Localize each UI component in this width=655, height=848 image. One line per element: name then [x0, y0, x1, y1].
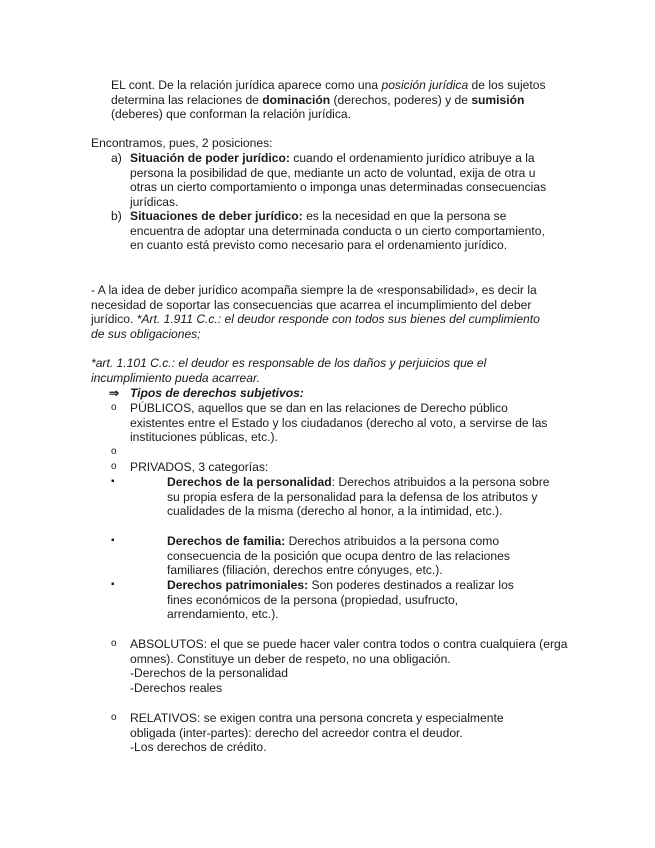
publicos-text: PÚBLICOS, aquellos que se dan en las relaciones de Derecho público existentes entre el Estado y los ciudadanos (derecho al voto, a servirse de las instituciones públicas, etc.).	[130, 401, 548, 445]
position-b-text: es la necesidad en que la persona se encuentra de adoptar una determinada conducta o un cierto comportamiento, en cuanto está previsto como necesario para el ordenamiento jurídico.	[130, 209, 545, 253]
art-1101-citation: *art. 1.101 C.c.: el deudor es responsable de los daños y perjuicios que el incumplimiento pueda acarrear.	[91, 356, 487, 385]
relativos-text: RELATIVOS: se exigen contra una persona concreta y especialmente obligada (inter-partes): derecho del acreedor contra el deudor.	[130, 711, 504, 740]
arrow-icon: ⇒	[109, 386, 120, 400]
position-a-body	[130, 151, 563, 209]
position-a-title: Situación de poder jurídico:	[130, 151, 290, 165]
publicos-bullet-icon: o	[111, 402, 117, 413]
position-a-text: cuando el ordenamiento jurídico atribuye a la persona la posibilidad de que, mediante un acto de voluntad, exija de otra u otras un cierto comportamiento o imponga unas determinadas consecuencias jurídicas.	[130, 151, 547, 209]
art-1911-citation: *Art. 1.911 C.c.: el deudor responde con todos sus bienes del cumplimiento de sus obligaciones;	[91, 312, 540, 341]
tipos-label: Tipos de derechos subjetivos:	[130, 386, 304, 400]
categoria-text: Son poderes destinados a realizar los fines económicos de la persona (propiedad, usufructo, arrendamiento, etc.).	[167, 578, 514, 622]
absolutos-text: ABSOLUTOS: el que se puede hacer valer contra todos o contra cualquiera (erga omnes). Constituye un deber de respeto, no una obligación.	[130, 637, 568, 666]
square-bullet-icon: ▪	[111, 535, 115, 546]
square-bullet-icon: ▪	[111, 579, 115, 590]
privados-bullet-icon: o	[111, 461, 117, 472]
intro-text-5: (derechos, poderes) y de	[330, 92, 472, 107]
relativos-list-line: -Los derechos de crédito.	[130, 740, 267, 755]
absolutos-bullet-icon: o	[111, 638, 117, 649]
categoria-title: Derechos patrimoniales:	[167, 578, 309, 592]
art-1101-paragraph	[91, 356, 531, 385]
absolutos-list-line: -Derechos reales	[130, 680, 223, 695]
categoria-text: Derechos atribuidos a la persona como consecuencia de la posición que ocupa dentro de las relaciones familiares (filiación, derechos entre cónyuges, etc.).	[167, 534, 510, 578]
absolutos-list-line: -Derechos de la personalidad	[130, 666, 288, 681]
intro-text-3: de los sujetos determina las relaciones de	[111, 78, 546, 107]
square-bullet-icon: ▪	[111, 476, 115, 487]
responsibility-paragraph	[91, 283, 556, 341]
intro-text-1: EL cont. De la relación jurídica aparece como una	[111, 78, 382, 92]
responsibility-text: - A la idea de deber jurídico acompaña siempre la de «responsabilidad», es decir la necesidad de soportar las consecuencias que acarrea el incumplimiento del deber jurídico.	[91, 283, 537, 327]
categoria-body	[167, 534, 539, 578]
intro-italic-posicion: posición jurídica	[381, 78, 469, 92]
intro-text-7: (deberes) que conforman la relación jurídica.	[111, 107, 351, 122]
empty-bullet-icon: o	[111, 446, 117, 457]
intro-bold-dominacion: dominación	[262, 92, 331, 107]
position-b-body	[130, 209, 545, 253]
categoria-text: : Derechos atribuidos a la persona sobre su propia esfera de la personalidad para la defensa de los atributos y cualidades de la misma (derecho al honor, a la intimidad, etc.).	[167, 475, 550, 519]
categoria-body	[167, 475, 559, 519]
position-b-title: Situaciones de deber jurídico:	[130, 209, 303, 223]
absolutos-body	[130, 637, 570, 695]
positions-heading: Encontramos, pues, 2 posiciones:	[91, 136, 273, 150]
relativos-bullet-icon: o	[111, 712, 117, 723]
categoria-title: Derechos de familia:	[167, 534, 286, 548]
categoria-body	[167, 578, 542, 622]
intro-bold-sumision: sumisión	[471, 92, 525, 107]
privados-text: PRIVADOS, 3 categorías:	[130, 460, 269, 474]
relativos-body	[130, 711, 540, 755]
position-a-marker: a)	[111, 151, 122, 165]
categoria-title: Derechos de la personalidad	[167, 475, 332, 489]
position-b-marker: b)	[111, 209, 122, 223]
intro-paragraph	[111, 78, 556, 122]
